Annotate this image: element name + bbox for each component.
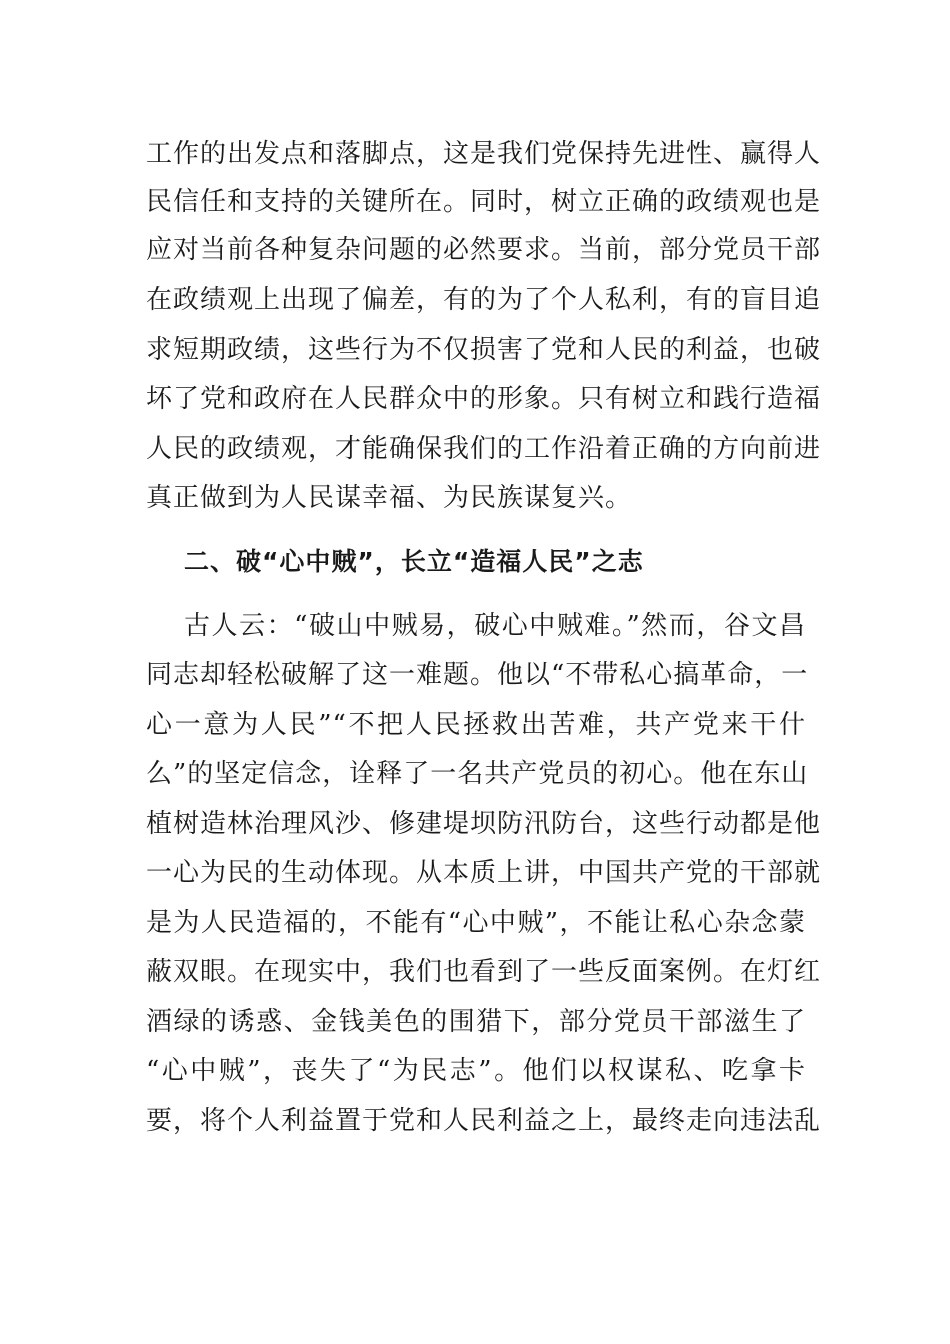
paragraph-line: 在政绩观上出现了偏差，有的为了个人私利，有的盲目追 — [146, 285, 822, 315]
paragraph-line: 坏了党和政府在人民群众中的形象。只有树立和践行造福 — [146, 384, 822, 414]
paragraph-line: 酒绿的诱惑、金钱美色的围猎下，部分党员干部滋生了 — [146, 1007, 806, 1037]
paragraph-line: 是为人民造福的，不能有“心中贼”，不能让私心杂念蒙 — [146, 908, 806, 938]
paragraph-line: 古人云：“破山中贼易，破心中贼难。”然而，谷文昌 — [184, 611, 806, 641]
paragraph-line: 同志却轻松破解了这一难题。他以“不带私心搞革命，一 — [146, 660, 809, 690]
paragraph-line: 真正做到为人民谋幸福、为民族谋复兴。 — [146, 483, 633, 513]
paragraph-line: 心一意为人民”“不把人民拯救出苦难，共产党来干什 — [146, 710, 806, 740]
paragraph-line: 求短期政绩，这些行为不仅损害了党和人民的利益，也破 — [146, 335, 822, 365]
paragraph-line: 人民的政绩观，才能确保我们的工作沿着正确的方向前进 — [146, 434, 822, 464]
paragraph-line: 应对当前各种复杂问题的必然要求。当前，部分党员干部 — [146, 235, 822, 265]
paragraph-line: 植树造林治理风沙、修建堤坝防汛防台，这些行动都是他 — [146, 809, 822, 839]
paragraph-line: 要，将个人利益置于党和人民利益之上，最终走向违法乱 — [146, 1106, 822, 1136]
paragraph-line: 一心为民的生动体现。从本质上讲，中国共产党的干部就 — [146, 858, 822, 888]
section-heading: 二、破“心中贼”，长立“造福人民”之志 — [184, 547, 644, 576]
paragraph-line: 工作的出发点和落脚点，这是我们党保持先进性、赢得人 — [146, 139, 822, 169]
paragraph-line: 民信任和支持的关键所在。同时，树立正确的政绩观也是 — [146, 187, 822, 217]
paragraph-line: 蔽双眼。在现实中，我们也看到了一些反面案例。在灯红 — [146, 957, 822, 987]
paragraph-line: “心中贼”，丧失了“为民志”。他们以权谋私、吃拿卡 — [146, 1056, 806, 1086]
paragraph-line: 么”的坚定信念，诠释了一名共产党员的初心。他在东山 — [146, 759, 809, 789]
